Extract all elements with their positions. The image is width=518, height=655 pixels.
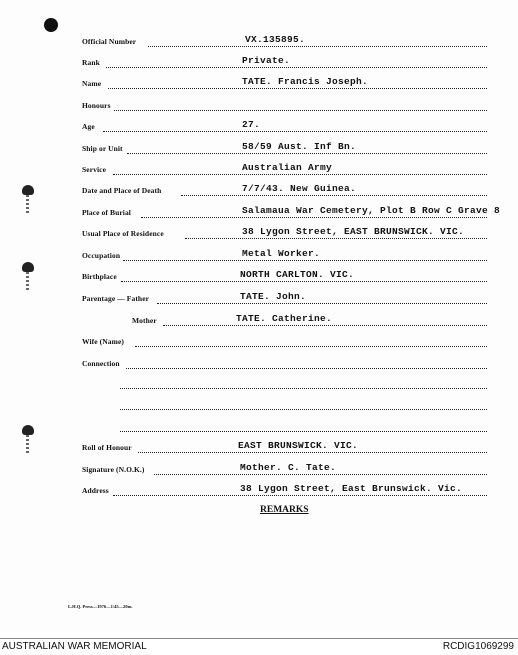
dotted-leader (120, 409, 487, 410)
dotted-leader (120, 431, 487, 432)
field-label: Parentage — Father (82, 294, 150, 303)
field-row (0, 334, 518, 350)
field-label: Roll of Honour (82, 443, 132, 452)
field-value: Australian Army (242, 162, 333, 173)
dotted-leader (185, 238, 487, 239)
field-row (0, 483, 518, 499)
field-row (0, 55, 518, 71)
field-row (0, 248, 518, 264)
dotted-leader (106, 67, 487, 68)
dotted-leader (113, 495, 487, 496)
field-row (0, 291, 518, 307)
field-row (0, 376, 518, 392)
field-label: Age (82, 122, 95, 131)
dotted-leader (108, 88, 487, 89)
field-value: NORTH CARLTON. VIC. (240, 269, 355, 280)
dotted-leader (121, 281, 487, 282)
field-label: Rank (82, 58, 100, 67)
dotted-leader (113, 174, 487, 175)
dotted-leader (181, 195, 487, 196)
field-value: Metal Worker. (242, 248, 321, 259)
print-code: L.H.Q. Press—1976—1/45—20m. (68, 604, 133, 609)
field-row (0, 419, 518, 435)
field-row (0, 183, 518, 199)
footer-institution: AUSTRALIAN WAR MEMORIAL (2, 641, 147, 652)
dotted-leader (135, 346, 487, 347)
field-value: TATE. Catherine. (236, 313, 333, 324)
field-value: VX.135895. (245, 34, 306, 45)
field-row (0, 34, 518, 50)
field-value: Mother. C. Tate. (240, 462, 337, 473)
field-row (0, 226, 518, 242)
dotted-leader (120, 388, 487, 389)
field-row (0, 205, 518, 221)
dotted-leader (154, 474, 487, 475)
field-row (0, 313, 518, 329)
field-label: Wife (Name) (82, 337, 124, 346)
field-value: 38 Lygon Street, East Brunswick. Vic. (240, 483, 463, 494)
field-row (0, 141, 518, 157)
field-value: EAST BRUNSWICK. VIC. (238, 440, 359, 451)
field-label: Service (82, 165, 107, 174)
dotted-leader (127, 153, 487, 154)
field-label: Honours (82, 101, 111, 110)
field-label: Occupation (82, 251, 121, 260)
field-value: 27. (242, 119, 261, 130)
field-value: 58/59 Aust. Inf Bn. (242, 141, 357, 152)
field-value: 38 Lygon Street, EAST BRUNSWICK. VIC. (242, 226, 465, 237)
field-label: Date and Place of Death (82, 186, 162, 195)
dotted-leader (163, 325, 487, 326)
binder-hole (44, 18, 58, 32)
dotted-leader (114, 110, 487, 111)
dotted-leader (157, 303, 487, 304)
field-value: Salamaua War Cemetery, Plot B Row C Grave 8 (242, 205, 501, 216)
field-value: TATE. Francis Joseph. (242, 76, 369, 87)
dotted-leader (148, 46, 487, 47)
field-label: Address (82, 486, 109, 495)
field-label: Birthplace (82, 272, 117, 281)
dotted-leader (126, 368, 487, 369)
dotted-leader (123, 260, 487, 261)
field-label: Usual Place of Residence (82, 229, 164, 238)
field-label: Name (82, 79, 102, 88)
field-label: Signature (N.O.K.) (82, 465, 145, 474)
remarks-heading: REMARKS (260, 505, 309, 515)
field-row (0, 76, 518, 92)
field-row (0, 269, 518, 285)
field-label: Mother (132, 316, 157, 325)
field-row (0, 356, 518, 372)
field-row (0, 440, 518, 456)
dotted-leader (138, 452, 487, 453)
field-row (0, 162, 518, 178)
field-label: Ship or Unit (82, 144, 123, 153)
footer-bar (0, 638, 518, 655)
field-row (0, 462, 518, 478)
field-value: Private. (242, 55, 291, 66)
field-label: Connection (82, 359, 120, 368)
footer-record-id: RCDIG1069299 (442, 641, 514, 652)
dotted-leader (141, 217, 487, 218)
dotted-leader (103, 131, 487, 132)
field-value: TATE. John. (240, 291, 307, 302)
field-label: Official Number (82, 37, 137, 46)
field-value: 7/7/43. New Guinea. (242, 183, 357, 194)
field-row (0, 98, 518, 114)
field-row (0, 119, 518, 135)
field-label: Place of Burial (82, 208, 131, 217)
field-row (0, 397, 518, 413)
